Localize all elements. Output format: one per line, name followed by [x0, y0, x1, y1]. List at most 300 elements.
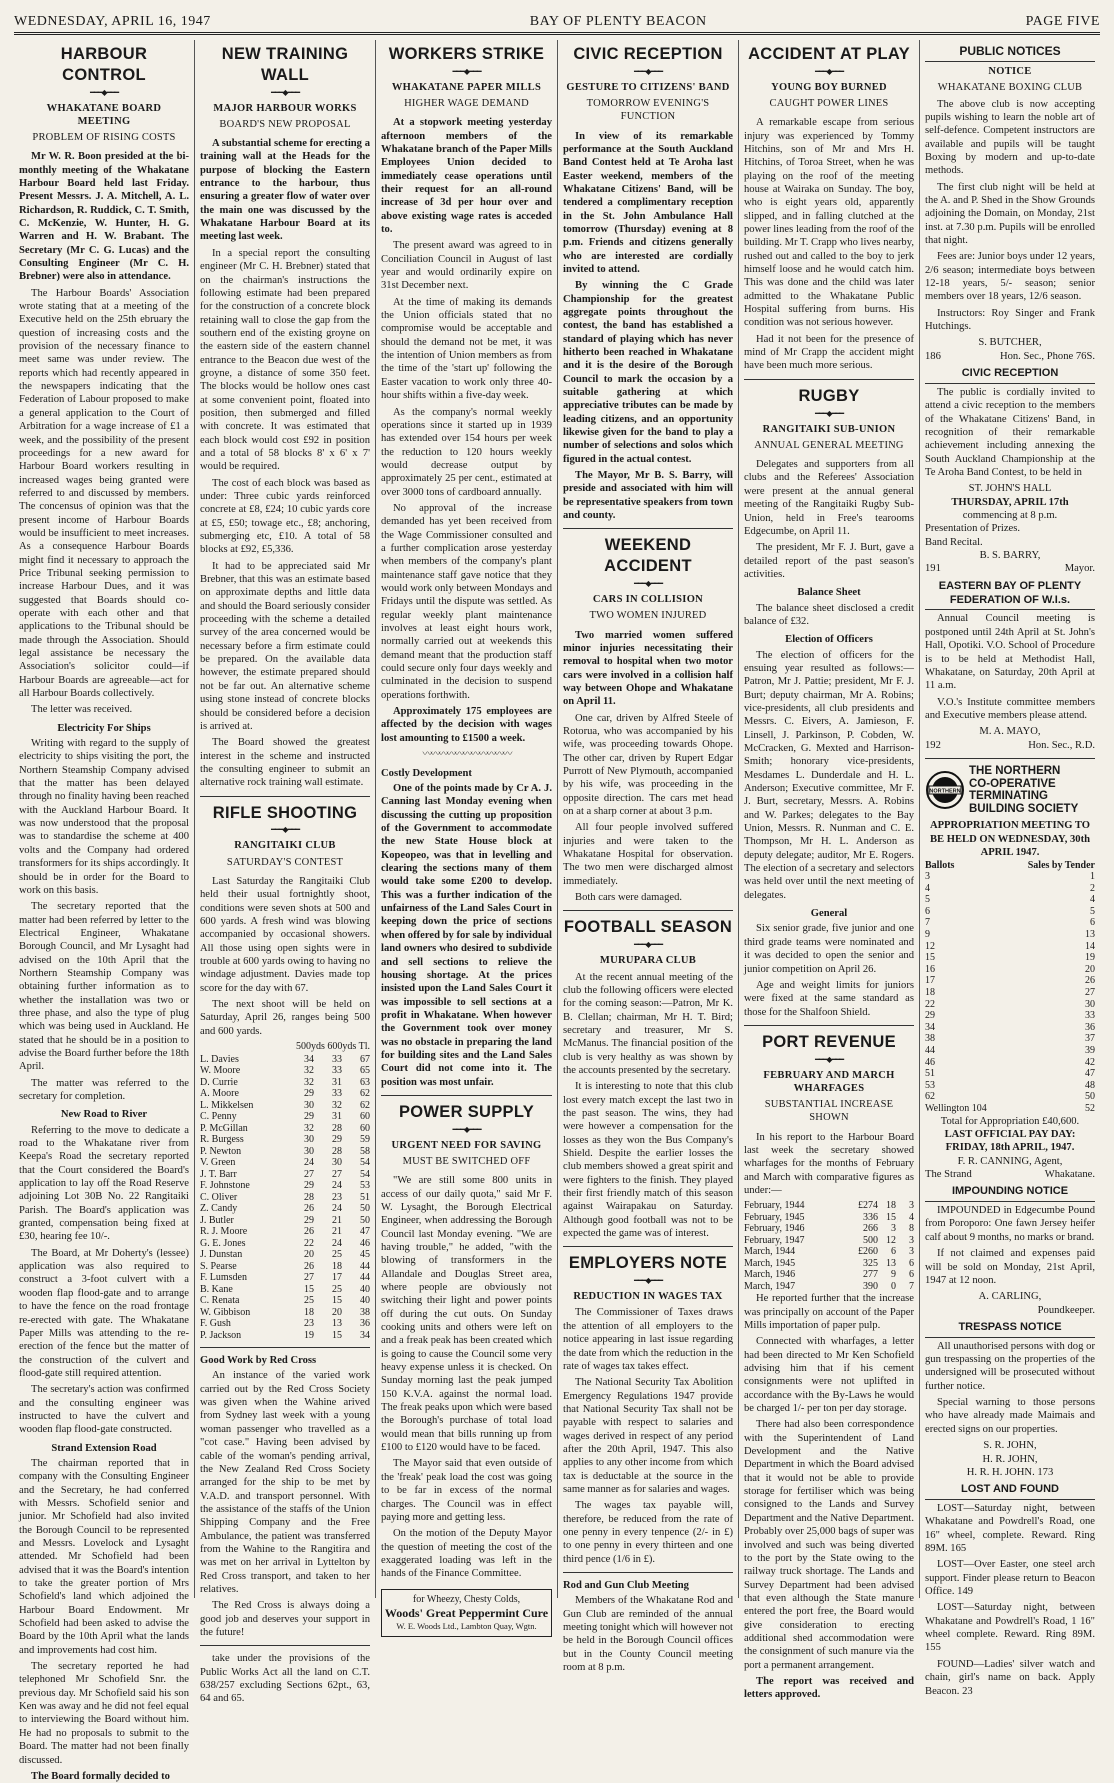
- paragraph: The balance sheet disclosed a credit balance of £32.: [744, 602, 914, 627]
- signature: B. S. BARRY,: [979, 550, 1041, 562]
- wharfage-amount: 500: [863, 1234, 878, 1246]
- subheading: ANNUAL GENERAL MEETING: [754, 439, 904, 451]
- wharfage-amount: 9: [891, 1269, 896, 1281]
- headline: FOOTBALL SEASON: [563, 918, 733, 937]
- score-cell: 32: [332, 1099, 342, 1111]
- ballot-number: 29: [925, 1010, 935, 1022]
- score-cell: 25: [332, 1249, 342, 1261]
- paragraph: The Mayor, Mr B. S. Barry, will preside and associated with him will be representative speakers from town and county.: [563, 470, 733, 522]
- subheading: TOMORROW EVENING'S FUNCTION: [586, 98, 710, 123]
- paragraph: IMPOUNDED in Edgecumbe Pound from Poroporo: One fawn Jersey heifer calf about 9 months, no marks or brand.: [925, 1205, 1095, 1243]
- paragraph: The election of officers for the ensuing year resulted as follows:—Patron, Mr J. Pattie; president, Mr F. J. Burt; deputy chairman, Mr A. Robins; vice-presidents, all club presidents and Messrs. C. Eivers, A. Jamieson, F. Linsell, J. Parkinson, P. Cobden, W. McCracken, G. Mexted and Harrison-Smith; honorary vice-presidents, Mesdames L. Dunderdale and H. L. Anderson; Executive committee, Mr F. J. Burt, secretary, Messrs. A. Robins and W. Parkes; delegates to the Bay Union, Messrs. R. Nunman and C. E. Thompson, Mr H. L. Anderson as deputy delegate; auditor, Mr E. Rogers. The election of a secretary and selectors was held over until the next meeting of delegates.: [744, 649, 915, 901]
- ballot-number: 51: [925, 1068, 935, 1080]
- score-cell: 58: [360, 1145, 370, 1157]
- wharfage-amount: 277: [863, 1269, 878, 1281]
- score-cell: 46: [360, 1237, 370, 1249]
- ornament: ━━━◆━━━: [452, 66, 481, 76]
- shooter-name: J. Butler: [200, 1214, 234, 1226]
- section-heading: Good Work by Red Cross: [200, 1355, 317, 1367]
- paragraph: The present award was agreed to in Conciliation Council in August of last year and would ordinarily expire on 31st December next.: [381, 240, 552, 292]
- score-cell: 50: [360, 1203, 370, 1215]
- tenders-list: [1019, 871, 1096, 1114]
- score-cell: 29: [304, 1214, 314, 1226]
- paragraph: All four people involved suffered injuries and were taken to the Whakatane Hospital for observation. The two men were discharged almost immediately.: [563, 822, 733, 887]
- score-cell: 44: [360, 1260, 370, 1272]
- wharfage-month: February, 1944: [744, 1200, 805, 1212]
- ornament: ━━━◆━━━: [633, 1276, 663, 1286]
- ornament: ━━━◆━━━: [814, 1054, 844, 1064]
- wharfage-amount: 3: [909, 1246, 914, 1258]
- columns: [14, 40, 1100, 1782]
- signature: M. A. MAYO,: [979, 726, 1041, 738]
- column-workers-strike: [376, 40, 558, 1632]
- subheading: CARS IN COLLISION: [592, 594, 704, 606]
- score-cell: 18: [304, 1306, 314, 1318]
- score-cell: 45: [360, 1249, 370, 1261]
- score-cell: 32: [304, 1076, 314, 1088]
- subheading: SUBSTANTIAL INCREASE SHOWN: [764, 1099, 894, 1124]
- score-cell: 33: [332, 1053, 342, 1065]
- score-cell: 54: [360, 1168, 370, 1180]
- logo-text: NORTHERN: [929, 788, 961, 795]
- paragraph: The National Security Tax Abolition Emergency Regulations 1947 provide that National Security Tax shall not be payable with respect to salaries and wages derived in respect of any period after the 20th April, 1947. This also applies to any other income from which tax is deductable at the source in the same manner as for salaries and wages.: [563, 1377, 733, 1495]
- wharfage-amount: 4: [909, 1211, 914, 1223]
- wharfage-amount: 8: [909, 1223, 914, 1235]
- score-cell: 40: [360, 1295, 370, 1307]
- score-row: [200, 1318, 370, 1330]
- score-row: [200, 1054, 370, 1066]
- divider: [925, 758, 1095, 759]
- score-cell: 15: [304, 1283, 314, 1295]
- paragraph: Special warning to those persons who have already made Maimais and erected signs on our properties.: [925, 1397, 1095, 1435]
- paragraph: A remarkable escape from serious injury was experienced by Tommy Hitchins, son of Mr and Mrs H. Hitchins, of Toroa Street, when he was playing on the roof of the meeting house at Wairaka on Sunday. The boy, who is eight years old, apparently slipped, and in falling clutched at the power lines leading from the roof of the building. Mr T. Crapp who lives nearby, rushed out and called to the boy to jerk himself loose and he would catch him. This was done and the child was later admitted to the Whakatane Public Hospital suffering from burns. His condition was not serious however.: [744, 117, 914, 329]
- divider: [200, 796, 370, 797]
- shooter-name: R. J. Moore: [200, 1226, 248, 1238]
- tender-number: 5: [1090, 905, 1095, 917]
- tender-number: 37: [1085, 1033, 1095, 1045]
- paragraph: It is interesting to note that this club lost every match except the last two in the past season. The wins, they had were however a compensation for the losses as they won the Bus Company's Shield. Despite the earlier losses the club members showed a great spirit and were fighters to the finish. They played their first friendly match of this season against Wairapakau on Saturday. Although good football was not to be expected the game was of interest.: [563, 1081, 733, 1240]
- score-cell: 40: [360, 1283, 370, 1295]
- paragraph: Annual Council meeting is postponed until 24th April at St. John's Hall, Opotiki. V.O. School of Procedure is to be held at Methodist Hall, Whakatane, on Saturday, 20th April at 11 a.m.: [925, 613, 1095, 692]
- paragraph: The Board formally decided to: [31, 1770, 170, 1782]
- ballot-number: 4: [925, 882, 930, 894]
- ornament: ━━━◆━━━: [452, 1124, 481, 1134]
- notice-title: NOTICE: [988, 66, 1032, 78]
- paragraph: In his report to the Harbour Board last week the secretary showed wharfages for the months of February and March with comparative figures as under:—: [744, 1131, 914, 1196]
- subheading: MUST BE SWITCHED OFF: [402, 1156, 531, 1168]
- score-cell: 19: [304, 1329, 314, 1341]
- paragraph: The Commissioner of Taxes draws the attention of all employers to the notice appearing in last issue regarding the date from which the reduction in the rate of wages tax takes effect.: [563, 1307, 733, 1372]
- score-row: [200, 1146, 370, 1158]
- shooter-name: P. McGillan: [200, 1122, 248, 1134]
- wharfage-amount: 325: [863, 1257, 878, 1269]
- score-row: [200, 1111, 370, 1123]
- masthead-page: PAGE FIVE: [1025, 14, 1100, 29]
- society-logo-icon: [925, 770, 965, 810]
- agent-address: [925, 1168, 1095, 1181]
- wharfage-row: [744, 1246, 914, 1258]
- score-row: [200, 1284, 370, 1296]
- paragraph: The Harbour Boards' Association wrote stating that at a meeting of the Executive held on the 25th ebruary the question of increasing costs and the provision of the necessary finance to meet same was under review. The reports which had recently appeared in the newspapers indicating that the Federation of Labour proposed to make a general application to the Court of Arbitration for a wage increase of £1 a week, and the possibility of the present proceedings for a new award for Harbour Board workers resulting in increased wages being granted were referred to and discussed by members. The concensus of opinion was that the present income of Harbour Boards would be insufficient to meet increases. As a consequence Harbour Boards might find it necessary to approach the Price Tribunal seeking permission to increase Harbour Dues, and it was suggested that Boards should co-operate with each other and that applications to the Tribunal should be made through the Association. Should legal assistance be necessary the Association's solicitor could—if Harbour Boards are agreeable—act for all Harbour Boards collectively.: [19, 287, 189, 700]
- shooter-name: F. Lumsden: [200, 1272, 247, 1284]
- score-row: [200, 1100, 370, 1112]
- column-harbour-control: [14, 40, 195, 1782]
- shooter-name: L. Mikkelsen: [200, 1099, 254, 1111]
- paragraph: Last Saturday the Rangitaiki Club held their usual fortnightly shoot, conditions were seven shots at 500 and 600 yards. A fresh wind was blowing accompanied by occasional showers. All those using open sights were in trouble at 600 yards owing to having no windage adjustment. Davies made top score for the day with 67.: [200, 875, 370, 994]
- score-cell: 44: [360, 1272, 370, 1284]
- signature: A. CARLING,: [978, 1291, 1042, 1303]
- divider: [200, 1347, 370, 1348]
- score-cell: 27: [332, 1168, 342, 1180]
- tenders-header: Sales by Tender: [1027, 859, 1095, 871]
- score-cell: 50: [360, 1214, 370, 1226]
- ballot-number: 22: [925, 998, 935, 1010]
- score-cell: 27: [304, 1272, 314, 1284]
- score-cell: 38: [360, 1306, 370, 1318]
- masthead-rule: [14, 32, 1100, 35]
- paragraph: Both cars were damaged.: [575, 892, 683, 904]
- wharfage-row: [744, 1223, 914, 1235]
- tender-number: 42: [1085, 1056, 1095, 1068]
- score-row: [200, 1307, 370, 1319]
- paragraph: take under the provisions of the Public Works Act all the land on C.T. 638/257 excluding Sections 62pt., 63, 64 and 65.: [200, 1653, 370, 1705]
- wharfage-month: March, 1944: [744, 1246, 796, 1258]
- paragraph: An instance of the varied work carried out by the Red Cross Society was given when the Wahine arived from Sydney last week with a young woman passenger who travelled as a "cot case." Having been advised by cable of the woman's pending arrival, the New Zealand Red Cross Society arranged for the ship to be met by V.A.D. and transport personnel. With the assistance of the staffs of the Union Shipping Company and the Free Ambulance, the patient was transferred from the Wahine to the Rangitira and was met on her arrival in Lyttelton by Red Cross transport, and taken to her relatives.: [200, 1370, 370, 1595]
- divider: [381, 1095, 552, 1096]
- score-cell: 25: [304, 1295, 314, 1307]
- signature-line: [925, 562, 1095, 575]
- paragraph: Six senior grade, five junior and one third grade teams were nominated and it was decided to open the senior and junior competition on April 26.: [744, 923, 914, 975]
- tender-number: 26: [1085, 975, 1095, 987]
- tender-number: 30: [1085, 998, 1095, 1010]
- masthead-date: WEDNESDAY, APRIL 16, 1947: [14, 14, 211, 29]
- score-row: [200, 1215, 370, 1227]
- tender-number: 19: [1085, 952, 1095, 964]
- score-row: [200, 1192, 370, 1204]
- shooter-name: G. E. Jones: [200, 1237, 246, 1249]
- tender-number: 1: [1090, 871, 1095, 883]
- shooter-name: W. Moore: [200, 1065, 241, 1077]
- shooter-name: D. Currie: [200, 1076, 238, 1088]
- advertisement: [381, 1589, 552, 1637]
- wharfage-amount: 15: [886, 1211, 896, 1223]
- section-heading: Balance Sheet: [797, 587, 861, 599]
- score-cell: 23: [332, 1191, 342, 1203]
- score-cell: 30: [304, 1145, 314, 1157]
- score-cell: 23: [304, 1318, 314, 1330]
- score-row: [200, 1238, 370, 1250]
- shooter-name: L. Davies: [200, 1053, 239, 1065]
- paragraph: Members of the Whakatane Rod and Gun Club are reminded of the annual meeting tonight which will however not be held in the Borough Council offices but in the County Council meeting room at 8 p.m.: [563, 1595, 733, 1674]
- paragraph: At the time of making its demands the Union officials stated that no compromise would be acceptable and should the demand not be met, it was the intention of Union members as from the time of the 'start up' following the Easter vacation to work only three 40-hour shifts within a five-day week.: [381, 296, 552, 402]
- wharfage-row: [744, 1281, 914, 1293]
- wharfage-amount: 7: [909, 1280, 914, 1292]
- section-heading: Rod and Gun Club Meeting: [563, 1580, 689, 1591]
- score-cell: 54: [360, 1157, 370, 1169]
- shooter-name: P. Jackson: [200, 1329, 242, 1341]
- masthead: [14, 8, 1100, 30]
- score-cell: 24: [332, 1237, 342, 1249]
- column-accident-at-play: [739, 40, 920, 1701]
- event-item: Presentation of Prizes.: [925, 523, 1021, 535]
- shooter-name: W. Gibbison: [200, 1306, 251, 1318]
- ballot-number: 44: [925, 1045, 935, 1056]
- signature: H. R. JOHN,: [982, 1453, 1038, 1465]
- section-heading: General: [810, 908, 848, 920]
- divider: [200, 1645, 370, 1646]
- paragraph: The cost of each block was based as under: Three cubic yards reinforced concrete at £8, £24; 10 cubic yards core at £5, £50; towage etc., £8; anchoring, submerging etc, £10. A total of 58 blocks at £92, £5,336.: [200, 477, 370, 556]
- paragraph: Age and weight limits for juniors were fixed at the same standard as those for the Shalfoon Shield.: [744, 979, 914, 1018]
- building-society-notice: [925, 765, 1095, 816]
- wharfage-amount: £260: [858, 1246, 878, 1258]
- section-heading: Costly Development: [381, 767, 472, 779]
- score-table: [200, 1054, 370, 1342]
- score-cell: 28: [304, 1191, 314, 1203]
- score-row: [200, 1295, 370, 1307]
- paragraph: One of the points made by Cr A. J. Canning last Monday evening when discussing the cutting up proposition of the Government to accommodate the new State House block at Kopeopeo, was that in levelling and clearing the sections many of them would take some £200 to develop. This was a further indication of the unfairness of the Land Sales Court in keeping down the price of sections when offered by for sale by individual land owners who desired to subdivide and sell sections to relieve the housing shortage. At the prices insisted upon the Land Sales Court it was impossible to sell sections at a profit in Whakatane. When however the Government took over money was no obstacle in preparing the land for building sites and the Land Sales Court did not come into it. The position was most unfair.: [381, 783, 552, 1088]
- ad-brand: Woods' Great Peppermint Cure: [384, 1606, 549, 1621]
- column-civic-reception: [558, 40, 739, 1674]
- wharfage-amount: 3: [909, 1200, 914, 1212]
- ornament: ━━━◆━━━: [814, 408, 844, 418]
- subheading: MURUPARA CLUB: [599, 955, 697, 967]
- score-cell: 26: [304, 1203, 314, 1215]
- ballot-number: 7: [925, 917, 930, 929]
- subheading: RANGITAIKI CLUB: [234, 840, 336, 852]
- paragraph: There had also been correspondence with the Superintendent of Land Development and the Native Department in which the Board advised that it would not be able to provide storage for fertiliser which was being consigned to the Lands and Survey Department and the Native Department. Probably over 25,000 bags of super was involved and such was being diverted to the port by the State owing to the railway truck shortage. The Lands and Survey Department had been advised that even although the State manure entered the port free, the Board would give consideration to erecting additional shed accommodation were the consignment of such manure via the port a permanent arrangement.: [744, 1419, 914, 1671]
- ballot-number: 18: [925, 987, 935, 999]
- score-row: [200, 1203, 370, 1215]
- score-cell: 51: [360, 1191, 370, 1203]
- ballot-number: 53: [925, 1079, 935, 1091]
- shooter-name: B. Kane: [200, 1283, 233, 1295]
- notice-subtitle: WHAKATANE BOXING CLUB: [937, 82, 1083, 94]
- score-cell: 17: [332, 1272, 342, 1284]
- score-cell: 32: [304, 1065, 314, 1077]
- society-name-line: BUILDING SOCIETY: [969, 802, 1079, 815]
- paragraph: The chairman reported that in company with the Consulting Engineer and the Secretary, he had conferred with Messrs. Schofield senior and junior. Mr Schofield had also invited the Borough Council to be represented and Messrs. Lovelock and Lysaght attended. Mr Schofield had been advised that it was the Board's intention to take the greater portion of Mrs Schofield's land which adjoined the Harbour Board Endowment. Mr Schofield had been asked to advise the Board by the 10th April what the lands and improvements had cost him.: [19, 1457, 189, 1656]
- score-cell: 25: [332, 1283, 342, 1295]
- subheading: WHAKATANE BOARD MEETING: [46, 102, 162, 127]
- headline: RIFLE SHOOTING: [212, 803, 358, 822]
- tender-number: 4: [1090, 894, 1095, 906]
- public-notices-heading: PUBLIC NOTICES: [925, 44, 1095, 62]
- paragraph: The report was received and letters approved.: [744, 1675, 914, 1701]
- shooter-name: J. Dunstan: [200, 1249, 243, 1261]
- notice-heading: TRESPASS NOTICE: [925, 1321, 1095, 1338]
- score-row: [200, 1134, 370, 1146]
- shooter-name: C. Oliver: [200, 1191, 238, 1203]
- shooter-name: C. Penny: [200, 1111, 237, 1123]
- tender-number: 50: [1085, 1091, 1095, 1103]
- wharfage-row: [744, 1269, 914, 1281]
- headline: PORT REVENUE: [762, 1032, 896, 1051]
- venue: ST. JOHN'S HALL: [968, 483, 1052, 495]
- ad-number: 191: [925, 563, 941, 575]
- score-cell: 30: [304, 1099, 314, 1111]
- appropriation-total: Total for Appropriation £40,600.: [940, 1115, 1080, 1127]
- society-name-line: TERMINATING: [969, 790, 1049, 803]
- ballot-number: 3: [925, 871, 930, 883]
- ballot-number: 12: [925, 940, 935, 952]
- divider: [744, 379, 914, 380]
- headline: WEEKEND ACCIDENT: [604, 536, 692, 576]
- paragraph: Writing with regard to the supply of electricity to ships visiting the port, the Northern Steamship Company advised that the matter has been delayed through no finality having been reached with the Auckland Harbour Board. It was now understood that the proposal was to standardise the scheme at 400 volts and the Company had ordered transformers for its ships accordingly. It should be in order for the Board to work on this basis.: [19, 738, 189, 896]
- subheading: GESTURE TO CITIZENS' BAND: [566, 81, 730, 93]
- headline: EMPLOYERS NOTE: [568, 1254, 728, 1273]
- ornament: ━━━◆━━━: [633, 579, 663, 589]
- ballot-number: 62: [925, 1091, 935, 1103]
- paragraph: The president, Mr F. J. Burt, gave a detailed report of the past season's activities.: [744, 542, 914, 580]
- shooter-name: R. Burgess: [200, 1134, 244, 1146]
- paragraph: The Board, at Mr Doherty's (lessee) application was also required to construct a 3-foot culvert with a wooden flap flood-gate and to arrange to have the fence on the road frontage re-erected with gate. The Whakatane Paper Mills was attending to the re-erection of the fence but the matter of the construction of the culvert and flood-gate still required attention.: [19, 1247, 189, 1379]
- paragraph: Two married women suffered minor injuries necessitating their removal to hospital when two motor cars were involved in a collision half way between Ohope and Whakatane on April 11.: [563, 629, 733, 708]
- ad-line: for Wheezy, Chesty Colds,: [412, 1593, 521, 1605]
- agent-signature: F. R. CANNING, Agent,: [957, 1155, 1063, 1167]
- tender-number: 47: [1085, 1068, 1095, 1080]
- score-cell: 24: [304, 1157, 314, 1169]
- score-cell: 32: [304, 1122, 314, 1134]
- subheading: BOARD'S NEW PROPOSAL: [219, 118, 351, 130]
- ballot-number: 9: [925, 929, 930, 941]
- score-cell: 20: [332, 1306, 342, 1318]
- headline: NEW TRAINING WALL: [221, 45, 349, 84]
- score-cell: 27: [304, 1168, 314, 1180]
- ad-line: W. E. Woods Ltd., Lambton Quay, Wgtn.: [396, 1621, 537, 1632]
- score-cell: 31: [332, 1076, 342, 1088]
- score-cell: 26: [304, 1226, 314, 1238]
- paragraph: In a special report the consulting engineer (Mr C. H. Brebner) stated that on the chairman's instructions the following estimate had been prepared for the construction of a concrete block retaining wall to close the gap from the southern end of the existing groyne on the eastern side of the eastern channel entrance to the Beacon due west of the groyne, a distance of some 350 feet. The blocks would be hollow ones cast at some convenient point, floated into position, then submerged and filled with concrete. It was estimated that each block would cost £92 in position and a total of 58 blocks 8' x 6' x 7' would be required.: [200, 247, 370, 473]
- paragraph: Instructors: Roy Singer and Frank Hutchings.: [925, 307, 1095, 333]
- score-cell: 59: [360, 1134, 370, 1146]
- tender-number: 33: [1085, 1010, 1095, 1022]
- paragraph: He reported further that the increase was principally on account of the Paper Mills importation of paper pulp.: [744, 1293, 914, 1332]
- wave-divider: 〰〰〰〰〰〰〰〰〰〰〰: [422, 749, 511, 761]
- paragraph: In view of its remarkable performance at the South Auckland Band Contest held at Te Aroha last Easter weekend, members of the Whakatane Citizens' Band, will be tendered a complimentary reception in the St. John Ambulance Hall tomorrow (Thursday) evening at 8 p.m. Friends and citizens generally who are interested are cordially invited to attend.: [563, 130, 733, 275]
- score-cell: 29: [304, 1180, 314, 1192]
- column-training-wall: [195, 40, 376, 1705]
- ballot-number: 16: [925, 963, 935, 975]
- paragraph: The wages tax payable will, therefore, be reduced from the rate of one penny in every tenpence (2/- in £) to one penny in every thirteen and one third pence (1/6 in £).: [563, 1500, 733, 1565]
- signature-role: Mayor.: [1064, 563, 1095, 575]
- headline: ACCIDENT AT PLAY: [748, 45, 910, 63]
- tender-number: 39: [1085, 1045, 1095, 1056]
- score-table-header: 500yds 600yds Tl.: [296, 1041, 370, 1052]
- subheading: YOUNG BOY BURNED: [771, 81, 887, 93]
- tender-number: 52: [1085, 1102, 1095, 1114]
- score-row: [200, 1330, 370, 1342]
- paragraph: Referring to the move to dedicate a road to the Whakatane river from Keepa's Road the secretary reported that the Court considered the Board's application to lay off the Road Reserve adjoining Lot 30B No. 22 Rangitaiki Parish. The Board's application was granted, compensation being fixed at £30, hearing fee 10/-.: [19, 1124, 189, 1243]
- ornament: ━━━◆━━━: [814, 66, 844, 76]
- paragraph: Connected with wharfages, a letter had been directed to Mr Ken Schofield advising him that if his cement consignments were not uplifted in accordance with the By-Laws he would be charged 1/- per ton per day storage.: [744, 1336, 914, 1415]
- paragraph: A substantial scheme for erecting a training wall at the Heads for the purpose of blocking the Eastern entrance to the harbour, thus ensuring a greater flow of water over the main one was discussed by the Whakatane Harbour Board at its meeting last week.: [200, 138, 370, 243]
- paragraph: The secretary's action was confirmed and the consulting engineer was instructed to have the culvert and wooden flap flood-gate constructed.: [19, 1384, 189, 1436]
- headline: HARBOUR CONTROL: [60, 45, 148, 84]
- wharfage-amount: 6: [909, 1269, 914, 1281]
- wharfage-month: February, 1946: [744, 1223, 805, 1235]
- classified-ad: LOST—Over Easter, one steel arch support. Finder please return to Beacon Office. 149: [925, 1559, 1095, 1598]
- pay-day-label: LAST OFFICIAL PAY DAY:: [944, 1128, 1076, 1140]
- score-cell: 24: [332, 1203, 342, 1215]
- wharfage-row: [744, 1212, 914, 1224]
- shooter-name: V. Green: [200, 1157, 236, 1169]
- ornament: ━━━◆━━━: [270, 825, 300, 835]
- ballot-number: 5: [925, 894, 930, 906]
- score-cell: 29: [332, 1134, 342, 1146]
- tender-number: 36: [1085, 1021, 1095, 1033]
- shooter-name: J. T. Barr: [200, 1168, 237, 1180]
- score-cell: 30: [332, 1157, 342, 1169]
- paragraph: The first club night will be held at the A. and P. Shed in the Show Grounds adjoining the Domain, on Monday, 21st inst. at 7.30 p.m. Pupils will be enrolled that night.: [925, 181, 1095, 246]
- headline: WORKERS STRIKE: [388, 45, 545, 63]
- paragraph: As the company's normal weekly operations since it started up in 1939 has extended over 154 hours per week the reduction to 120 hours weekly would decrease output by approximately 25 per cent., estimated at over 3000 tons of cardboard annually.: [381, 406, 552, 498]
- subheading: SATURDAY'S CONTEST: [226, 856, 344, 868]
- paragraph: The public is cordially invited to attend a civic reception to the members of the Whakatane Citizens' Band, in recognition of their remarkable achievement including annexing the South Auckland Championship at the Te Aroha Band Contest, to be held in: [925, 386, 1095, 478]
- classified-ad: FOUND—Ladies' silver watch and chain, girl's name on back. Apply Beacon. 23: [925, 1658, 1095, 1697]
- tender-number: 13: [1085, 929, 1095, 941]
- wharfage-amount: 6: [891, 1246, 896, 1258]
- paragraph: At a stopwork meeting yesterday afternoon members of the Whakatane branch of the Paper Mills Employees Union decided to immediately cease operations until their request for an all-round increase of 3d per hour over and above existing wage rates is acceded to.: [381, 117, 552, 236]
- shooter-name: P. Newton: [200, 1145, 242, 1157]
- subheading: REDUCTION IN WAGES TAX: [573, 1291, 723, 1303]
- paragraph: The Red Cross is always doing a good job and deserves your support in the future!: [200, 1600, 370, 1638]
- wharfage-row: [744, 1258, 914, 1270]
- address-line: The Strand: [925, 1168, 972, 1180]
- score-cell: 34: [304, 1053, 314, 1065]
- score-row: [200, 1157, 370, 1169]
- paragraph: The above club is now accepting pupils wishing to learn the noble art of self-defence. Competent instructors are available and pupils will be taught Boxing by modern and up-to-date methods.: [925, 98, 1095, 177]
- paragraph: Fees are: Junior boys under 12 years, 2/6 season; intermediate boys between 12-18 years, 5/- season; senior members over 18 years, 12/6 season.: [925, 251, 1095, 303]
- society-name-line: THE NORTHERN: [969, 764, 1061, 777]
- headline: CIVIC RECEPTION: [573, 45, 723, 63]
- subheading: FEBRUARY AND MARCH WHARFAGES: [763, 1069, 895, 1094]
- event-item: Band Recital.: [925, 536, 983, 548]
- score-cell: 31: [332, 1111, 342, 1123]
- section-heading: Electricity For Ships: [57, 722, 151, 734]
- paragraph: By winning the C Grade Championship for the greatest aggregate points throughout the contest, the band has established a standard of playing which has never hitherto been reached in Whakatane and it is the desire of the Borough Council to mark the occasion by a suitable gathering at which appreciative tributes can be made by leading citizens, and an opportunity likewise given for the band to play a number of selections and solos which figured in the actual contest.: [563, 280, 733, 465]
- score-cell: 62: [360, 1088, 370, 1100]
- paragraph: No approval of the increase demanded has yet been received from the Wage Commissioner consulted and a further complication arose yesterday when members of the company's plant maintenance staff gave notice that they would work only between Mondays and Fridays until the dispute was settled. As regular weekly plant maintenance involves at least eight hours work, normally carried out at weekends this demand meant that the production staff could secure only four days weekly and culminated in the decision to suspend operations forthwith.: [381, 502, 552, 701]
- ornament: ━━━◆━━━: [270, 87, 300, 97]
- wharfage-month: February, 1945: [744, 1211, 805, 1223]
- notice-heading: LOST AND FOUND: [925, 1483, 1095, 1500]
- paragraph: All unauthorised persons with dog or gun trespassing on the properties of the undersigned will be prosecuted without further notice.: [925, 1340, 1095, 1392]
- ballot-number: 38: [925, 1033, 935, 1045]
- paragraph: The letter was received.: [31, 704, 133, 716]
- score-row: [200, 1077, 370, 1089]
- score-cell: 29: [304, 1111, 314, 1123]
- divider: [563, 1246, 733, 1247]
- ballot-number: 34: [925, 1021, 935, 1033]
- paragraph: The matter was referred to the secretary for completion.: [19, 1077, 189, 1103]
- ad-number: 186: [925, 350, 941, 362]
- tender-number: 27: [1085, 987, 1095, 999]
- subheading: CAUGHT POWER LINES: [769, 98, 889, 110]
- wharfage-amount: 0: [891, 1280, 896, 1292]
- ballot-lists: [925, 860, 1095, 1115]
- classified-ad: LOST—Saturday night, between Whakatane and Powdrell's Road, 1 16" wheel complete. Reward. Ring 89M. 155: [925, 1602, 1095, 1654]
- paragraph: "We are still some 800 units in access of our daily quota," said Mr F. W. Lysaght, the Borough Electrical Engineer, when addressing the Borough Council last Monday evening. "We are having trouble," he added, "with the blowing of transformers in the Allandale and Douglas Street area, where people are obviously not switching their light and power points off during the cut outs. On Sunday cooking units and others were left on and a freak peak has been created which is going to cause the Council some very heavy expense unless it is checked. On Sunday morning last the peak jumped 150 K.V.A. against the normal load. The freak peaks upon which were based the Borough's purchase of total load would mean that bills running up from £100 to £120 would have to be faced.: [381, 1175, 552, 1454]
- ballots-column: [925, 860, 1002, 1115]
- score-cell: 28: [332, 1145, 342, 1157]
- divider: [563, 528, 733, 529]
- signature: H. R. H. JOHN. 173: [966, 1466, 1054, 1478]
- wharfage-amount: 12: [886, 1234, 896, 1246]
- subheading: RANGITAIKI SUB-UNION: [762, 423, 896, 435]
- score-cell: 22: [304, 1237, 314, 1249]
- tender-number: 6: [1090, 917, 1095, 929]
- score-cell: 21: [332, 1226, 342, 1238]
